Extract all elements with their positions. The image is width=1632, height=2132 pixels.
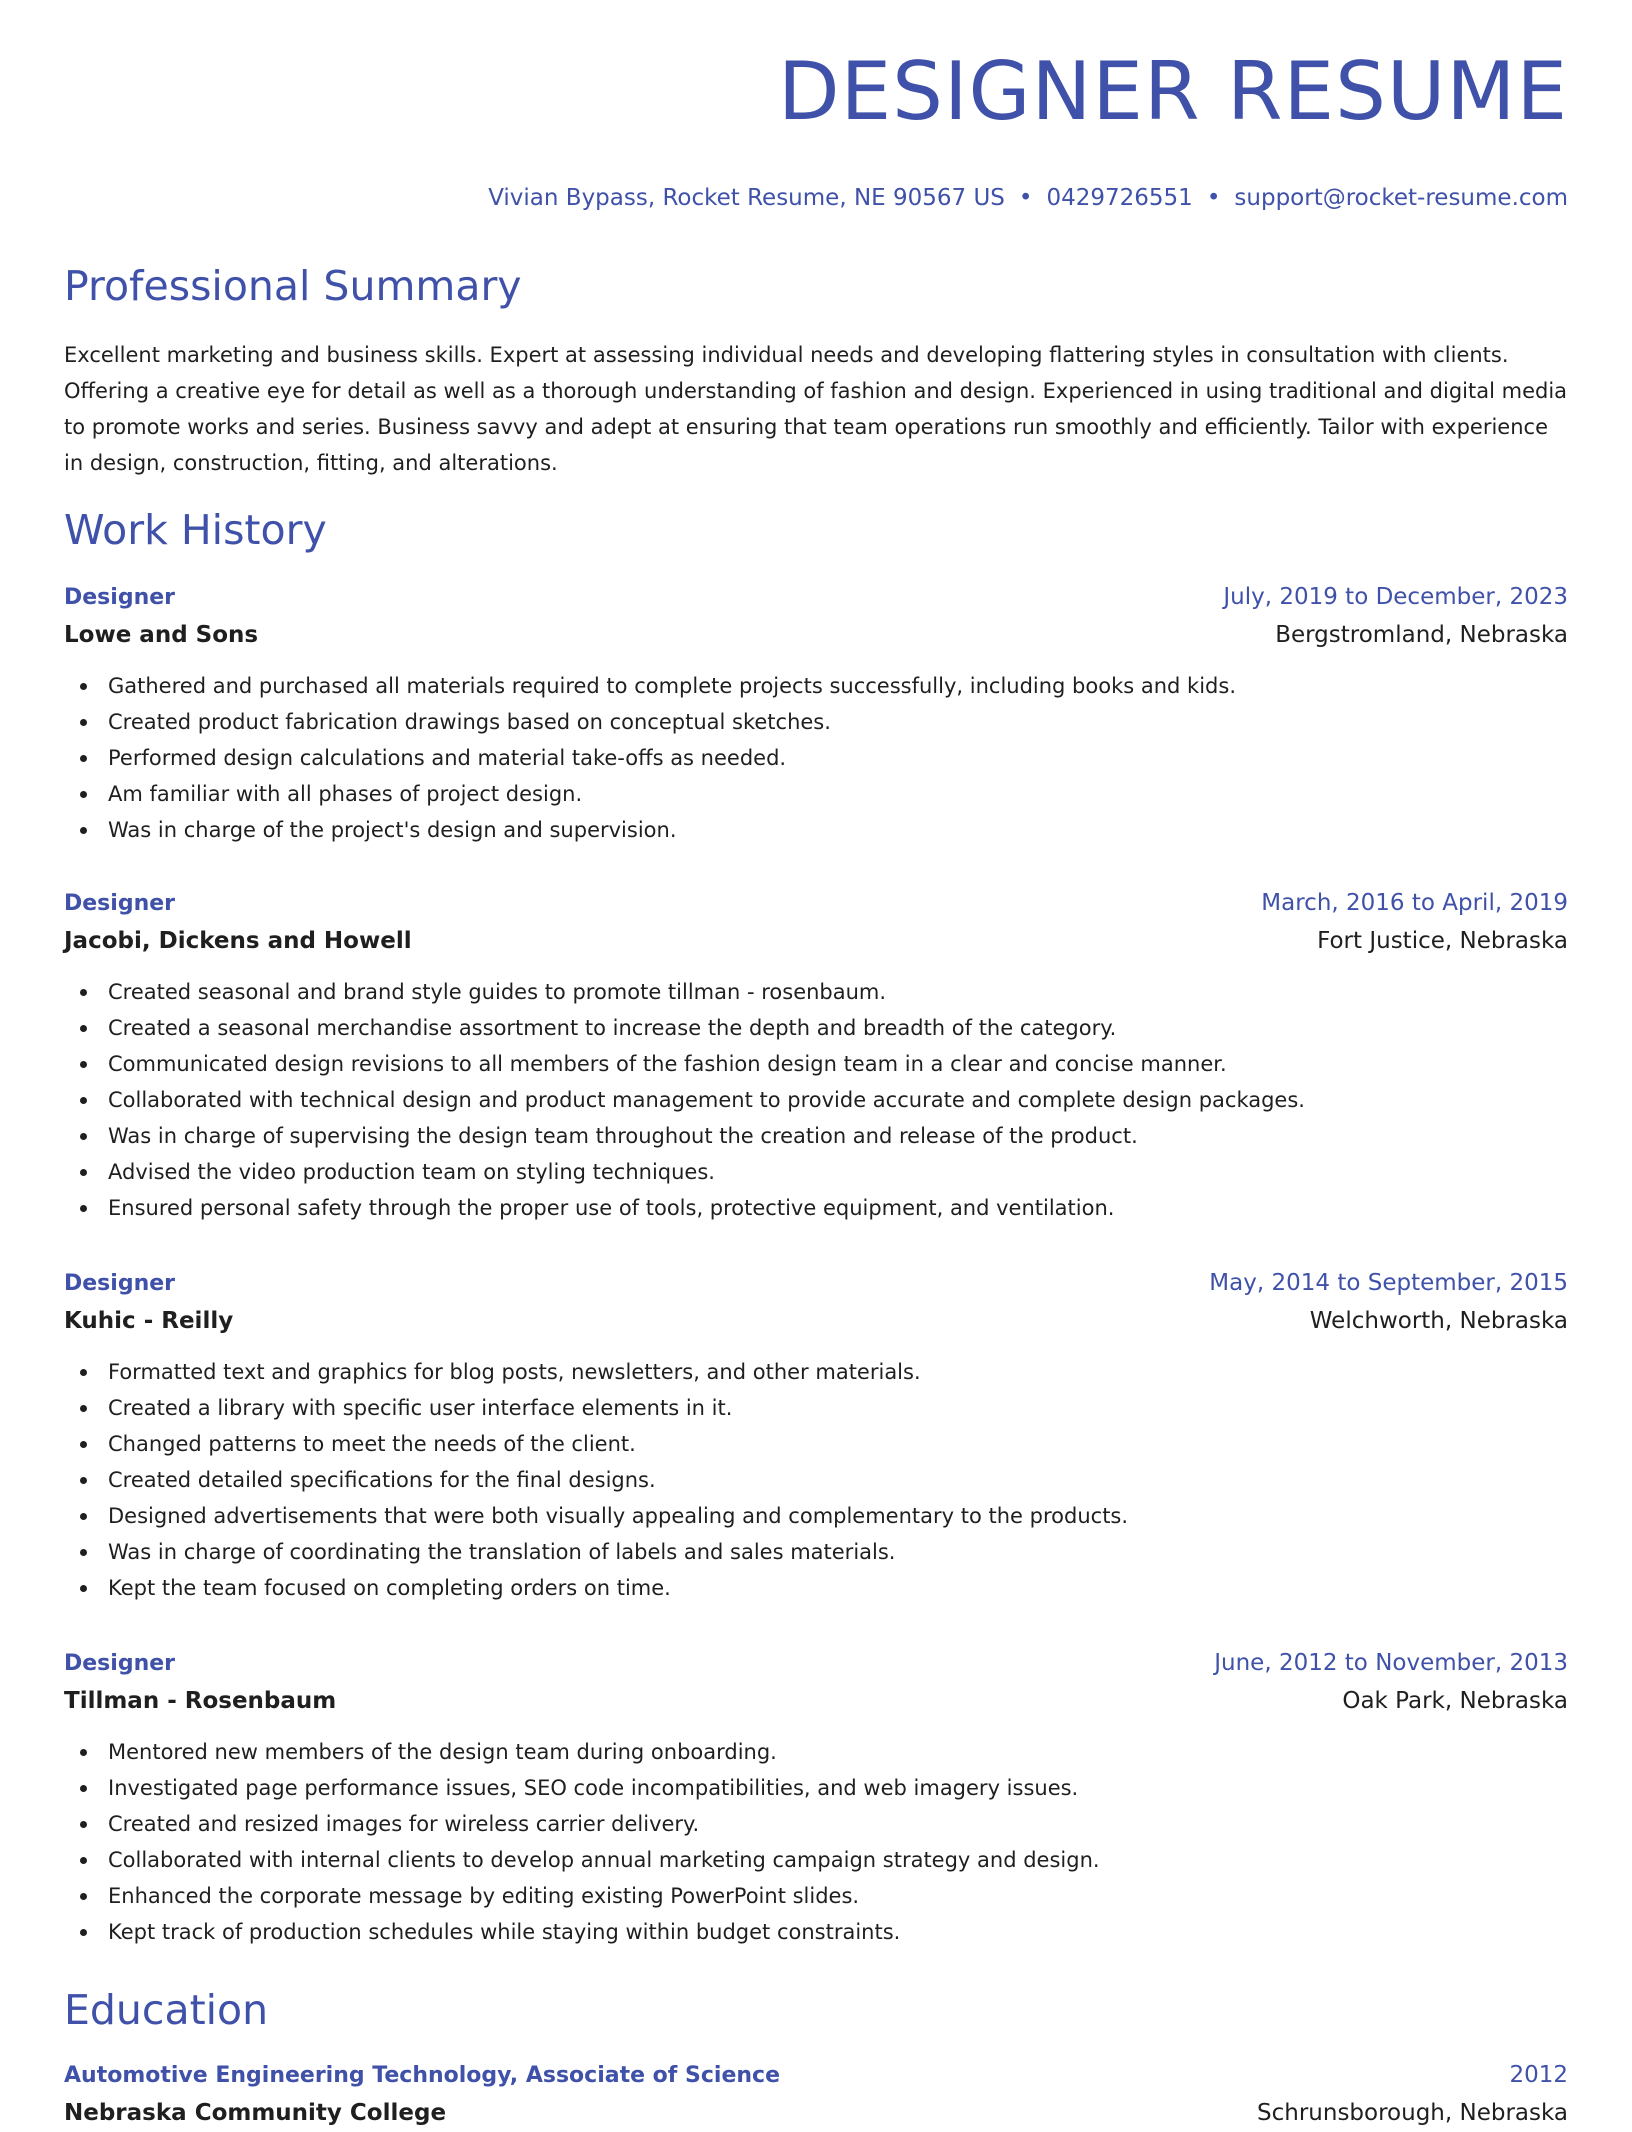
list-item: Kept track of production schedules while staying within budget constraints. bbox=[64, 1914, 1568, 1950]
list-item: Enhanced the corporate message by editing existing PowerPoint slides. bbox=[64, 1878, 1568, 1914]
list-item: Was in charge of coordinating the translation of labels and sales materials. bbox=[64, 1534, 1568, 1570]
job-dates: May, 2014 to September, 2015 bbox=[1209, 1270, 1568, 1296]
job-entry bbox=[64, 578, 1568, 848]
contact-email[interactable]: support@rocket-resume.com bbox=[1234, 185, 1568, 211]
job-dates: March, 2016 to April, 2019 bbox=[1261, 890, 1568, 916]
list-item: Mentored new members of the design team during onboarding. bbox=[64, 1734, 1568, 1770]
list-item: Was in charge of supervising the design team throughout the creation and release of the product. bbox=[64, 1118, 1568, 1154]
job-title: Designer bbox=[64, 1271, 175, 1296]
list-item: Communicated design revisions to all members of the fashion design team in a clear and concise manner. bbox=[64, 1046, 1568, 1082]
list-item: Am familiar with all phases of project design. bbox=[64, 776, 1568, 812]
list-item: Performed design calculations and material take-offs as needed. bbox=[64, 740, 1568, 776]
job-bullets bbox=[64, 1734, 1568, 1950]
list-item: Was in charge of the project's design and supervision. bbox=[64, 812, 1568, 848]
list-item: Designed advertisements that were both visually appealing and complementary to the products. bbox=[64, 1498, 1568, 1534]
job-company: Jacobi, Dickens and Howell bbox=[64, 928, 412, 954]
job-entry bbox=[64, 1264, 1568, 1606]
list-item: Kept the team focused on completing orders on time. bbox=[64, 1570, 1568, 1606]
job-dates: July, 2019 to December, 2023 bbox=[1223, 584, 1568, 610]
job-title: Designer bbox=[64, 891, 175, 916]
job-entry bbox=[64, 884, 1568, 1226]
job-dates: June, 2012 to November, 2013 bbox=[1214, 1650, 1568, 1676]
job-bullets bbox=[64, 668, 1568, 848]
education-year: 2012 bbox=[1509, 2062, 1568, 2088]
list-item: Changed patterns to meet the needs of the client. bbox=[64, 1426, 1568, 1462]
contact-separator: • bbox=[1206, 185, 1221, 211]
job-location: Fort Justice, Nebraska bbox=[1317, 928, 1568, 954]
contact-address: Vivian Bypass, Rocket Resume, NE 90567 US bbox=[488, 185, 1005, 211]
job-title: Designer bbox=[64, 585, 175, 610]
list-item: Ensured personal safety through the proper use of tools, protective equipment, and ventilation. bbox=[64, 1190, 1568, 1226]
list-item: Created product fabrication drawings based on conceptual sketches. bbox=[64, 704, 1568, 740]
education-location: Schrunsborough, Nebraska bbox=[1257, 2100, 1568, 2126]
job-bullets bbox=[64, 974, 1568, 1226]
education-entry bbox=[64, 2056, 1568, 2132]
job-location: Oak Park, Nebraska bbox=[1342, 1688, 1568, 1714]
list-item: Formatted text and graphics for blog posts, newsletters, and other materials. bbox=[64, 1354, 1568, 1390]
list-item: Advised the video production team on styling techniques. bbox=[64, 1154, 1568, 1190]
job-company: Tillman - Rosenbaum bbox=[64, 1688, 337, 1714]
summary-heading: Professional Summary bbox=[64, 262, 522, 310]
list-item: Created a library with specific user interface elements in it. bbox=[64, 1390, 1568, 1426]
list-item: Created and resized images for wireless carrier delivery. bbox=[64, 1806, 1568, 1842]
job-location: Welchworth, Nebraska bbox=[1309, 1308, 1568, 1334]
list-item: Collaborated with technical design and product management to provide accurate and complete design packages. bbox=[64, 1082, 1568, 1118]
list-item: Created detailed specifications for the final designs. bbox=[64, 1462, 1568, 1498]
education-school: Nebraska Community College bbox=[64, 2100, 447, 2126]
list-item: Gathered and purchased all materials required to complete projects successfully, including books and kids. bbox=[64, 668, 1568, 704]
job-entry bbox=[64, 1644, 1568, 1950]
work-history-heading: Work History bbox=[64, 506, 327, 554]
contact-phone[interactable]: 0429726551 bbox=[1046, 185, 1193, 211]
education-degree: Automotive Engineering Technology, Associate of Science bbox=[64, 2063, 780, 2088]
job-location: Bergstromland, Nebraska bbox=[1275, 622, 1568, 648]
job-company: Lowe and Sons bbox=[64, 622, 259, 648]
contact-separator: • bbox=[1018, 185, 1033, 211]
list-item: Collaborated with internal clients to develop annual marketing campaign strategy and design. bbox=[64, 1842, 1568, 1878]
education-heading: Education bbox=[64, 1986, 269, 2034]
job-bullets bbox=[64, 1354, 1568, 1606]
list-item: Created a seasonal merchandise assortment to increase the depth and breadth of the category. bbox=[64, 1010, 1568, 1046]
job-company: Kuhic - Reilly bbox=[64, 1308, 234, 1334]
job-title: Designer bbox=[64, 1651, 175, 1676]
resume-title: DESIGNER RESUME bbox=[778, 45, 1568, 138]
list-item: Investigated page performance issues, SEO code incompatibilities, and web imagery issues. bbox=[64, 1770, 1568, 1806]
contact-line bbox=[488, 183, 1568, 213]
summary-text: Excellent marketing and business skills. Expert at assessing individual needs and developing flattering styles in consultation with clients. Offering a creative eye for detail as well as a thorough understanding of fashion and design. Experienced in using traditional and digital media to promote works and series. Business savvy and adept at ensuring that team operations run smoothly and efficiently. Tailor with experience in design, construction, fitting, and alterations. bbox=[64, 343, 1568, 475]
list-item: Created seasonal and brand style guides to promote tillman - rosenbaum. bbox=[64, 974, 1568, 1010]
